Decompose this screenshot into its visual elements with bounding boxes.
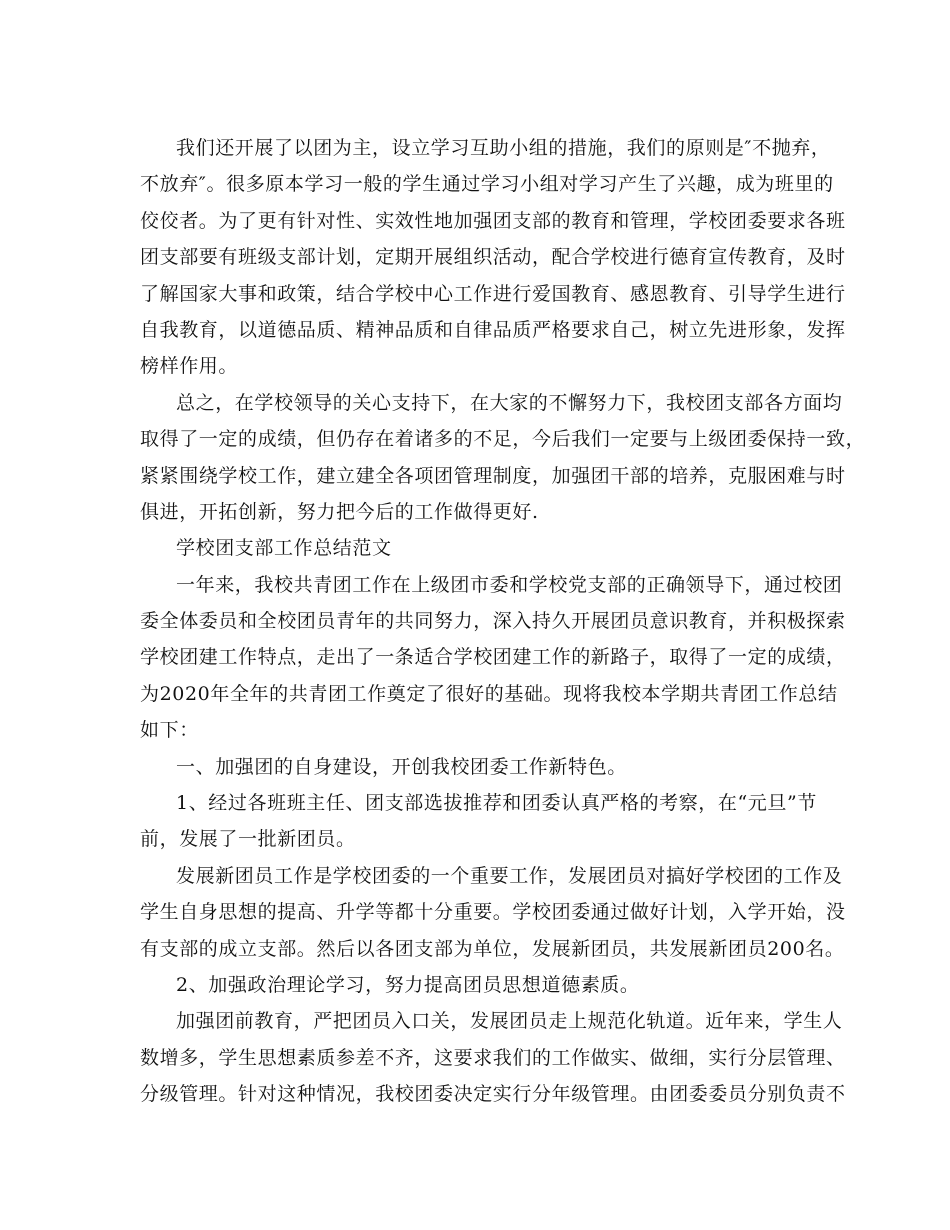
text-line: 委全体委员和全校团员青年的共同努力，深入持久开展团员意识教育，并积极探索 bbox=[140, 610, 846, 633]
text-line: 榜样作用。 bbox=[140, 355, 239, 378]
text-line: 学生自身思想的提高、升学等都十分重要。学校团委通过做好计划，入学开始，没 bbox=[140, 901, 846, 924]
text-line: 自我教育，以道德品质、精神品质和自律品质严格要求自己，树立先进形象，发挥 bbox=[140, 318, 846, 341]
text-line: 数增多，学生思想素质参差不齐，这要求我们的工作做实、做细，实行分层管理、 bbox=[140, 1046, 846, 1069]
text-line: 如下： bbox=[140, 719, 199, 742]
text-line: 了解国家大事和政策，结合学校中心工作进行爱国教育、感恩教育、引导学生进行 bbox=[140, 282, 846, 305]
text-line: 有支部的成立支部。然后以各团支部为单位，发展新团员，共发展新团员200名。 bbox=[140, 937, 845, 960]
text-line: 紧紧围绕学校工作，建立建全各项团管理制度，加强团干部的培养，克服困难与时 bbox=[140, 464, 846, 487]
text-line: 一年来，我校共青团工作在上级团市委和学校党支部的正确领导下，通过校团 bbox=[176, 573, 843, 596]
document-body bbox=[140, 130, 866, 1113]
text-line: 2、加强政治理论学习，努力提高团员思想道德素质。 bbox=[176, 973, 640, 996]
text-line: 分级管理。针对这种情况，我校团委决定实行分年级管理。由团委委员分别负责不 bbox=[140, 1083, 846, 1106]
text-line: 俱进，开拓创新，努力把今后的工作做得更好. bbox=[140, 500, 539, 523]
text-line: 1、经过各班班主任、团支部选拔推荐和团委认真严格的考察，在“元旦”节 bbox=[176, 792, 817, 815]
text-line: 佼佼者。为了更有针对性、实效性地加强团支部的教育和管理，学校团委要求各班 bbox=[140, 209, 846, 232]
text-line: 不放弃″。很多原本学习一般的学生通过学习小组对学习产生了兴趣，成为班里的 bbox=[140, 173, 834, 196]
text-line: 团支部要有班级支部计划，定期开展组织活动，配合学校进行德育宣传教育，及时 bbox=[140, 246, 846, 269]
text-line: 一、加强团的自身建设，开创我校团委工作新特色。 bbox=[176, 755, 627, 778]
text-line: 我们还开展了以团为主，设立学习互助小组的措施，我们的原则是″不抛弃， bbox=[176, 137, 831, 159]
text-line: 加强团前教育，严把团员入口关，发展团员走上规范化轨道。近年来，学生人 bbox=[176, 1010, 843, 1033]
text-line: 总之，在学校领导的关心支持下，在大家的不懈努力下，我校团支部各方面均 bbox=[176, 391, 843, 414]
text-line: 为2020年全年的共青团工作奠定了很好的基础。现将我校本学期共青团工作总结 bbox=[140, 682, 838, 705]
text-line: 学校团建工作特点，走出了一条适合学校团建工作的新路子，取得了一定的成绩， bbox=[140, 646, 846, 669]
text-line: 前，发展了一批新团员。 bbox=[140, 828, 356, 851]
text-line: 发展新团员工作是学校团委的一个重要工作，发展团员对搞好学校团的工作及 bbox=[176, 864, 843, 887]
text-line: 取得了一定的成绩，但仍存在着诸多的不足，今后我们一定要与上级团委保持一致， bbox=[140, 428, 866, 451]
section-heading: 学校团支部工作总结范文 bbox=[176, 537, 392, 560]
